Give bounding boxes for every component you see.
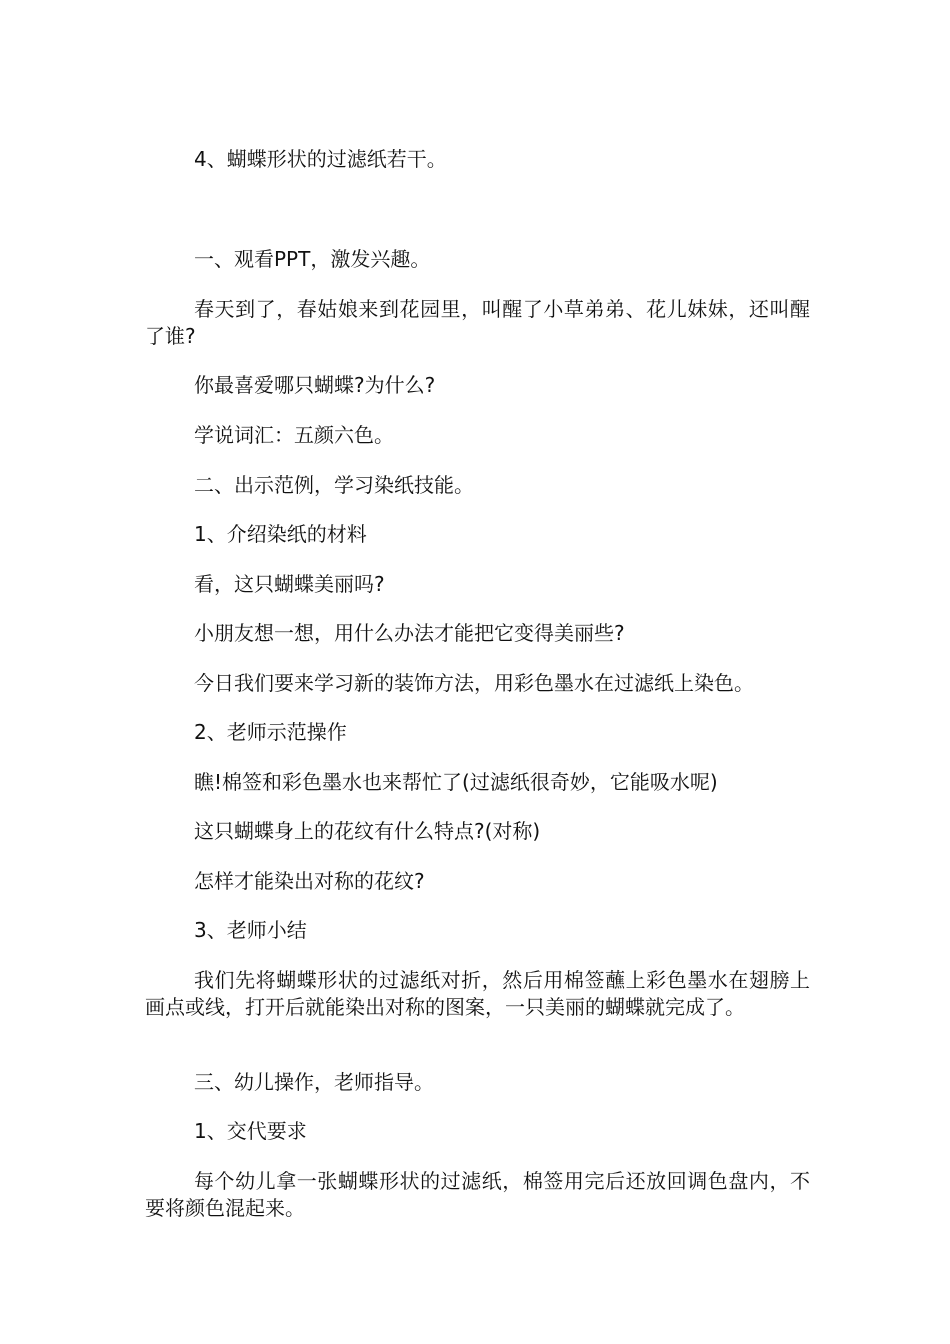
paragraph-spring-intro: 春天到了，春姑娘来到花园里，叫醒了小草弟弟、花儿妹妹，还叫醒了谁? (145, 297, 810, 348)
subheading-teacher-summary: 3、老师小结 (194, 918, 307, 942)
paragraph-vocabulary: 学说词汇：五颜六色。 (194, 423, 394, 447)
paragraph-materials-item-4: 4、蝴蝶形状的过滤纸若干。 (194, 147, 447, 171)
paragraph-think-method: 小朋友想一想，用什么办法才能把它变得美丽些? (194, 621, 625, 645)
paragraph-summary-steps: 我们先将蝴蝶形状的过滤纸对折，然后用棉签蘸上彩色墨水在翅膀上画点或线，打开后就能染出对称的图案，一只美丽的蝴蝶就完成了。 (145, 968, 810, 1019)
paragraph-favorite-butterfly: 你最喜爱哪只蝴蝶?为什么? (194, 373, 436, 397)
paragraph-cotton-swab: 瞧!棉签和彩色墨水也来帮忙了(过滤纸很奇妙，它能吸水呢) (194, 770, 718, 794)
section-heading-two: 二、出示范例，学习染纸技能。 (194, 473, 474, 497)
paragraph-requirements-detail: 每个幼儿拿一张蝴蝶形状的过滤纸，棉签用完后还放回调色盘内，不要将颜色混起来。 (145, 1169, 810, 1220)
paragraph-look-butterfly: 看，这只蝴蝶美丽吗? (194, 572, 385, 596)
subheading-materials: 1、介绍染纸的材料 (194, 522, 367, 546)
paragraph-new-method: 今日我们要来学习新的装饰方法，用彩色墨水在过滤纸上染色。 (194, 671, 754, 695)
section-heading-one: 一、观看PPT，激发兴趣。 (194, 247, 431, 271)
paragraph-symmetric-question: 怎样才能染出对称的花纹? (194, 869, 425, 893)
paragraph-pattern-feature: 这只蝴蝶身上的花纹有什么特点?(对称) (194, 819, 541, 843)
section-heading-three: 三、幼儿操作，老师指导。 (194, 1070, 434, 1094)
subheading-teacher-demo: 2、老师示范操作 (194, 720, 347, 744)
subheading-requirements: 1、交代要求 (194, 1119, 307, 1143)
